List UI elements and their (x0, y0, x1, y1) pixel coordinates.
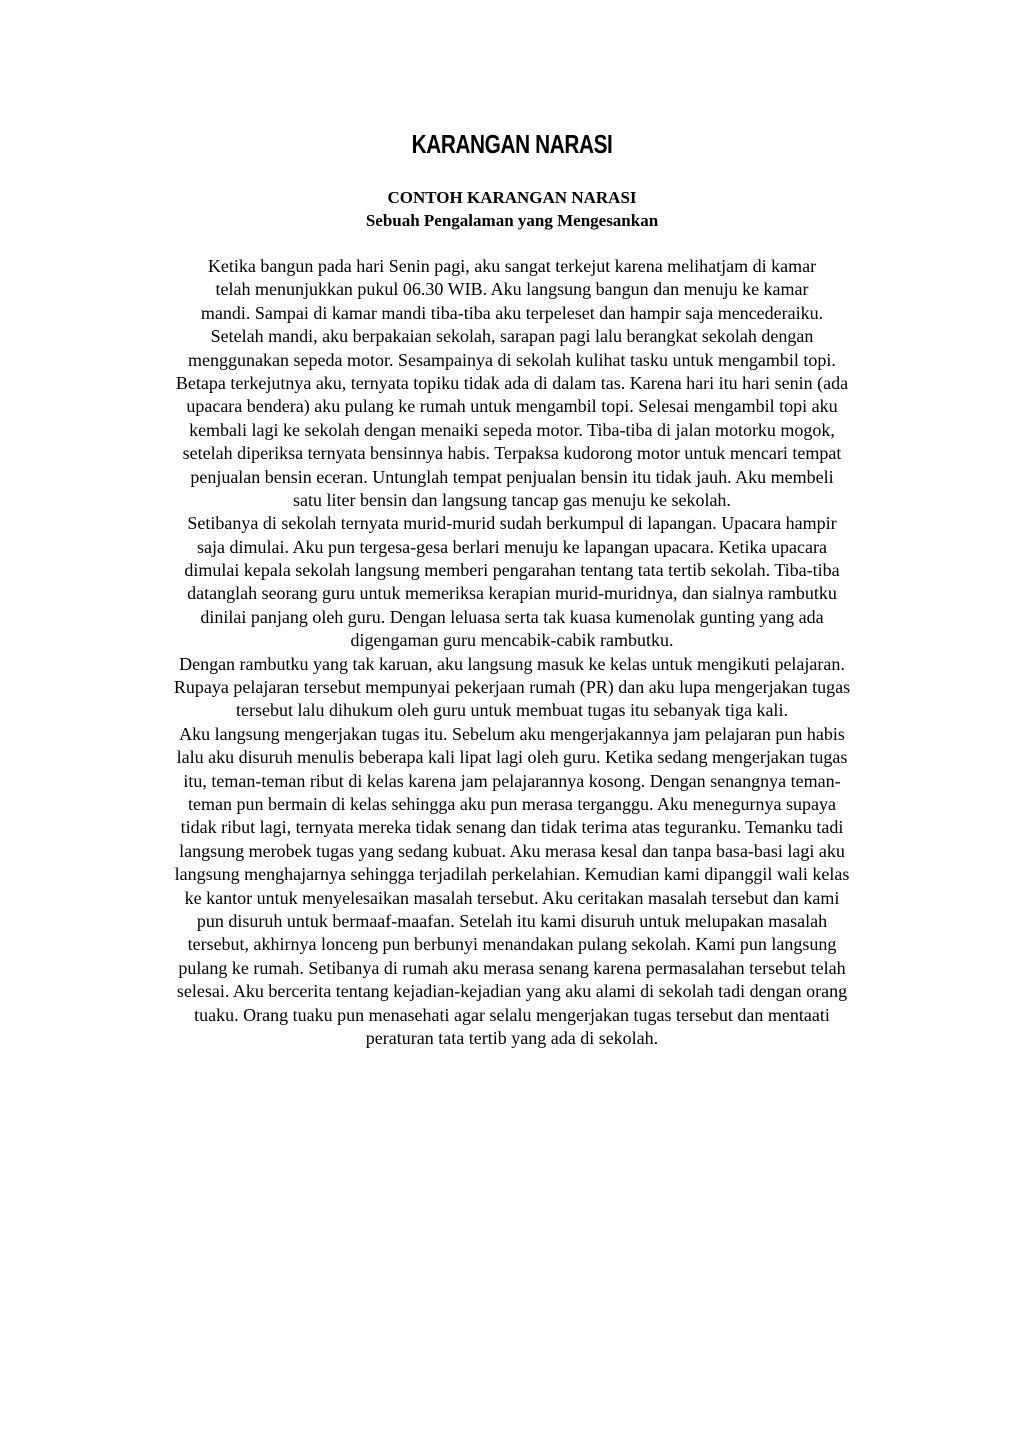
text-line: datanglah seorang guru untuk memeriksa kerapian murid-muridnya, dan sialnya rambutku (187, 583, 837, 604)
text-line: lalu aku disuruh menulis beberapa kali lipat lagi oleh guru. Ketika sedang mengerjakan tugas (176, 747, 848, 768)
text-line: telah menunjukkan pukul 06.30 WIB. Aku langsung bangun dan menuju ke kamar (215, 279, 809, 300)
text-line: digengaman guru mencabik-cabik rambutku. (350, 630, 674, 651)
text-line: langsung menghajarnya sehingga terjadilah perkelahian. Kemudian kami dipanggil wali kelas (174, 864, 850, 885)
text-line: peraturan tata tertib yang ada di sekolah. (365, 1027, 659, 1048)
text-line: dimulai kepala sekolah langsung memberi pengarahan tentang tata tertib sekolah. Tiba-tiba (184, 560, 840, 581)
text-line: langsung merobek tugas yang sedang kubuat. Aku merasa kesal dan tanpa basa-basi lagi aku (179, 840, 845, 861)
text-line: penjualan bensin eceran. Untunglah tempat penjualan bensin itu tidak jauh. Aku membeli (190, 466, 834, 487)
text-line: Aku langsung mengerjakan tugas itu. Sebelum aku mengerjakannya jam pelajaran pun habis (179, 723, 845, 744)
story-body (110, 255, 914, 1050)
text-line: saja dimulai. Aku pun tergesa-gesa berlari menuju ke lapangan upacara. Ketika upacara (197, 536, 827, 557)
text-line: satu liter bensin dan langsung tancap gas menuju ke sekolah. (293, 489, 731, 510)
text-line: ke kantor untuk menyelesaikan masalah tersebut. Aku ceritakan masalah tersebut dan kami (184, 887, 840, 908)
text-line: kembali lagi ke sekolah dengan menaiki sepeda motor. Tiba-tiba di jalan motorku mogok, (189, 419, 835, 440)
text-line: Setelah mandi, aku berpakaian sekolah, sarapan pagi lalu berangkat sekolah dengan (210, 326, 814, 347)
text-line: tidak ribut lagi, ternyata mereka tidak senang dan tidak terima atas teguranku. Temanku tadi (180, 817, 844, 838)
text-line: Rupaya pelajaran tersebut mempunyai pekerjaan rumah (PR) dan aku lupa mengerjakan tugas (173, 677, 851, 698)
text-line: Betapa terkejutnya aku, ternyata topiku tidak ada di dalam tas. Karena hari itu hari senin (ada (175, 372, 849, 393)
text-line: Dengan rambutku yang tak karuan, aku langsung masuk ke kelas untuk mengikuti pelajaran. (179, 653, 845, 674)
text-line: dinilai panjang oleh guru. Dengan leluasa serta tak kuasa kumenolak gunting yang ada (200, 606, 824, 627)
text-line: pulang ke rumah. Setibanya di rumah aku merasa senang karena permasalahan tersebut telah (178, 957, 846, 978)
text-line: Setibanya di sekolah ternyata murid-murid sudah berkumpul di lapangan. Upacara hampir (187, 513, 837, 534)
document-title: KARANGAN NARASI (411, 129, 613, 159)
text-line: mandi. Sampai di kamar mandi tiba-tiba aku terpeleset dan hampir saja mencederaiku. (200, 302, 824, 323)
text-line: Ketika bangun pada hari Senin pagi, aku sangat terkejut karena melihatjam di kamar (207, 256, 817, 276)
text-line: selesai. Aku bercerita tentang kejadian-kejadian yang aku alami di sekolah tadi dengan orang (176, 981, 848, 1002)
text-line: pun disuruh untuk bermaaf-maafan. Setelah itu kami disuruh untuk melupakan masalah (196, 910, 828, 931)
text-line: tersebut lalu dihukum oleh guru untuk membuat tugas itu sebanyak tiga kali. (236, 700, 788, 721)
text-line: menggunakan sepeda motor. Sesampainya di sekolah kulihat tasku untuk mengambil topi. (188, 349, 836, 370)
text-line: teman pun bermain di kelas sehingga aku pun merasa terganggu. Aku menegurnya supaya (188, 793, 836, 814)
text-line: tersebut, akhirnya lonceng pun berbunyi menandakan pulang sekolah. Kami pun langsung (187, 934, 837, 955)
text-line: upacara bendera) aku pulang ke rumah untuk mengambil topi. Selesai mengambil topi aku (186, 396, 838, 417)
text-line: setelah diperiksa ternyata bensinnya habis. Terpaksa kudorong motor untuk mencari tempat (182, 443, 842, 464)
story-title: Sebuah Pengalaman yang Mengesankan (365, 211, 659, 230)
text-line: tuaku. Orang tuaku pun menasehati agar selalu mengerjakan tugas tersebut dan mentaati (194, 1004, 830, 1025)
document-subtitle: CONTOH KARANGAN NARASI (387, 188, 637, 207)
text-line: itu, teman-teman ribut di kelas karena jam pelajarannya kosong. Dengan senangnya teman- (183, 770, 841, 791)
